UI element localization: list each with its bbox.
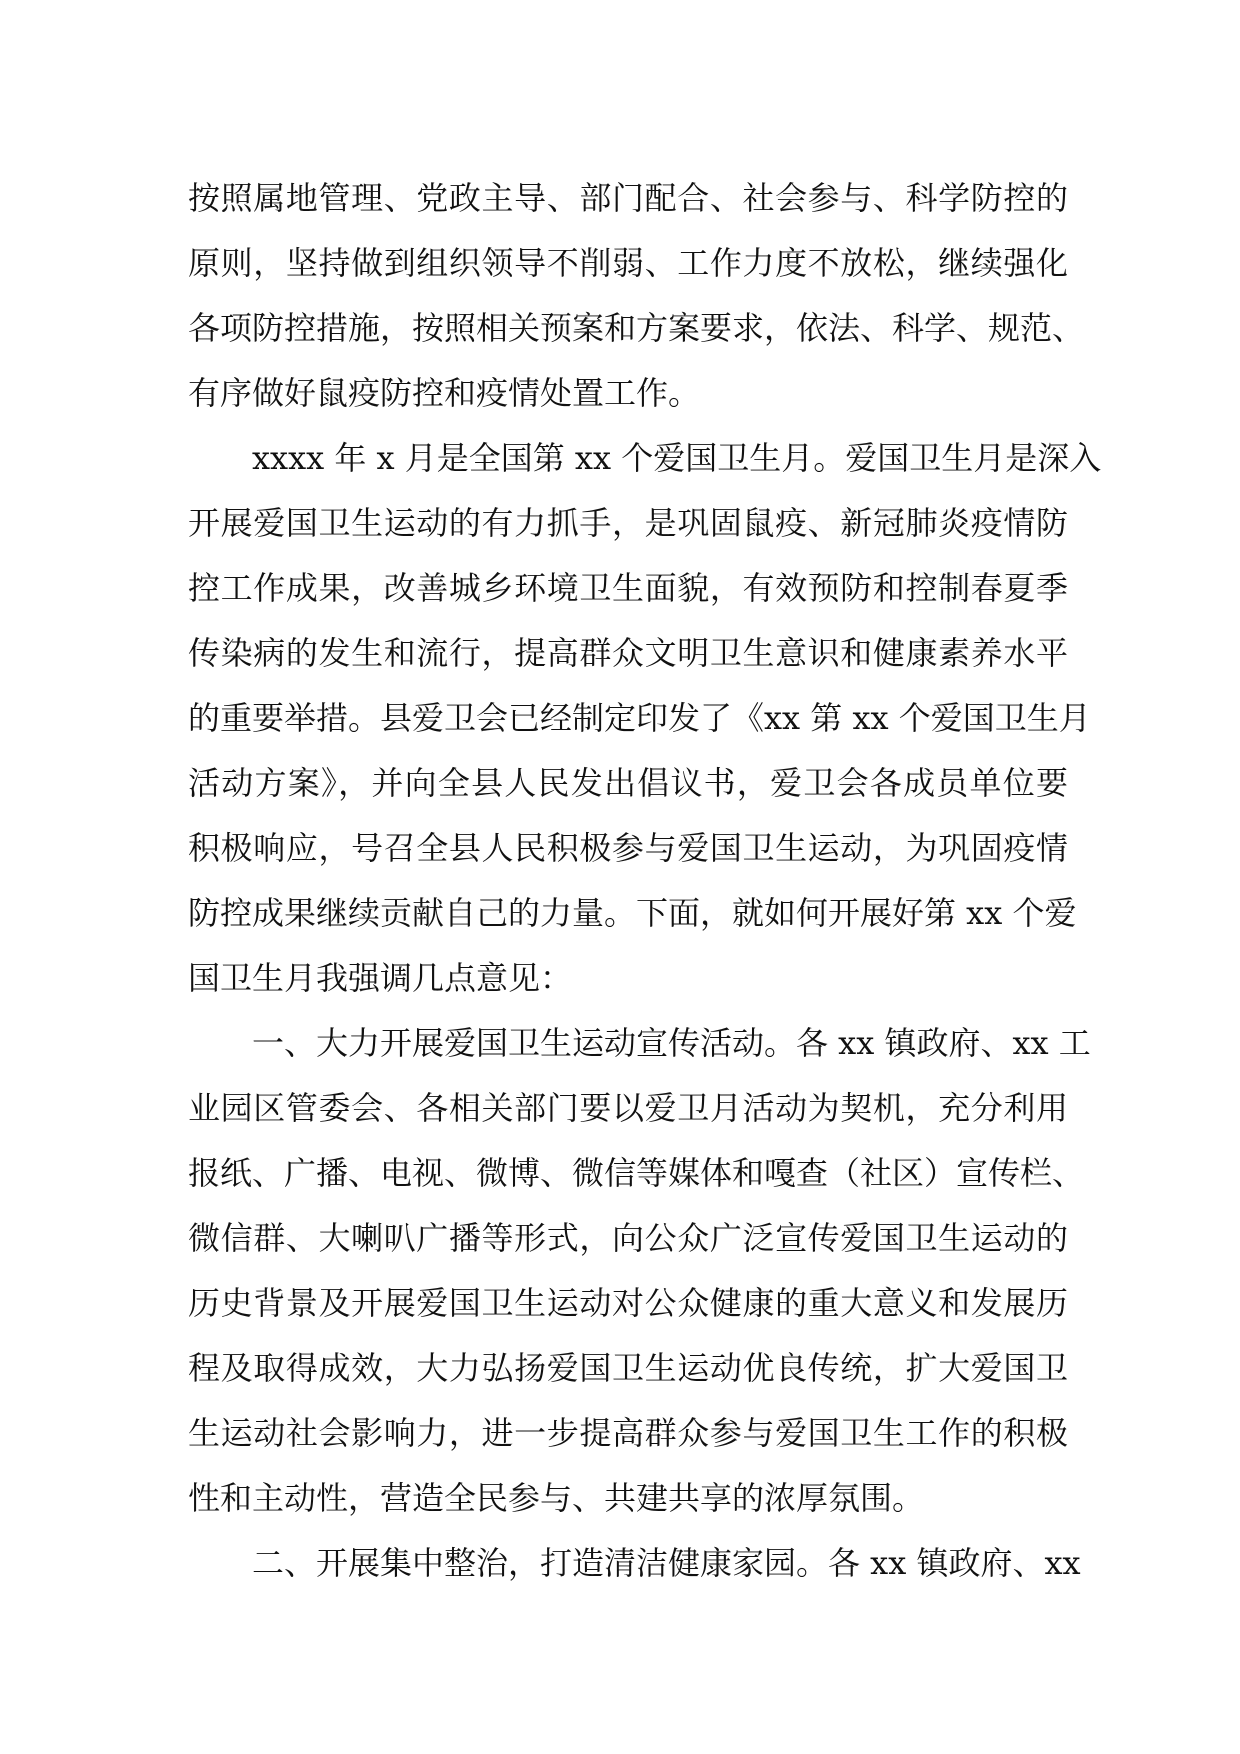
- text-line: 的重要举措。县爱卫会已经制定印发了《xx 第 xx 个爱国卫生月: [188, 699, 1091, 737]
- text-line: 传染病的发生和流行，提高群众文明卫生意识和健康素养水平: [188, 634, 1068, 672]
- text-line: 国卫生月我强调几点意见：: [188, 959, 573, 997]
- text-line: xxxx 年 x 月是全国第 xx 个爱国卫生月。爱国卫生月是深入: [252, 439, 1102, 477]
- paragraph: [188, 1011, 1091, 1531]
- paragraph: [188, 426, 1102, 1011]
- text-line: 控工作成果，改善城乡环境卫生面貌，有效预防和控制春夏季: [188, 569, 1068, 607]
- text-line: 原则，坚持做到组织领导不削弱、工作力度不放松，继续强化: [188, 244, 1068, 282]
- text-line: 一、大力开展爱国卫生运动宣传活动。各 xx 镇政府、xx 工: [252, 1024, 1091, 1062]
- paragraph: [188, 1531, 1081, 1596]
- text-line: 积极响应，号召全县人民积极参与爱国卫生运动，为巩固疫情: [188, 829, 1068, 867]
- text-line: 二、开展集中整治，打造清洁健康家园。各 xx 镇政府、xx: [252, 1544, 1081, 1582]
- text-line: 开展爱国卫生运动的有力抓手，是巩固鼠疫、新冠肺炎疫情防: [188, 504, 1068, 542]
- document-body: [188, 166, 1102, 1596]
- text-line: 业园区管委会、各相关部门要以爱卫月活动为契机，充分利用: [188, 1089, 1068, 1127]
- text-line: 活动方案》，并向全县人民发出倡议书，爱卫会各成员单位要: [188, 764, 1068, 802]
- text-line: 有序做好鼠疫防控和疫情处置工作。: [188, 374, 701, 412]
- text-line: 各项防控措施，按照相关预案和方案要求，依法、科学、规范、: [188, 309, 1085, 347]
- text-line: 生运动社会影响力，进一步提高群众参与爱国卫生工作的积极: [188, 1414, 1068, 1452]
- text-line: 性和主动性，营造全民参与、共建共享的浓厚氛围。: [188, 1479, 925, 1517]
- text-line: 程及取得成效，大力弘扬爱国卫生运动优良传统，扩大爱国卫: [188, 1349, 1068, 1387]
- text-line: 报纸、广播、电视、微博、微信等媒体和嘎查（社区）宣传栏、: [188, 1154, 1085, 1192]
- text-line: 微信群、大喇叭广播等形式，向公众广泛宣传爱国卫生运动的: [188, 1219, 1068, 1257]
- text-line: 历史背景及开展爱国卫生运动对公众健康的重大意义和发展历: [188, 1284, 1068, 1322]
- text-line: 按照属地管理、党政主导、部门配合、社会参与、科学防控的: [188, 179, 1068, 217]
- text-line: 防控成果继续贡献自己的力量。下面，就如何开展好第 xx 个爱: [188, 894, 1077, 932]
- paragraph: [188, 166, 1085, 426]
